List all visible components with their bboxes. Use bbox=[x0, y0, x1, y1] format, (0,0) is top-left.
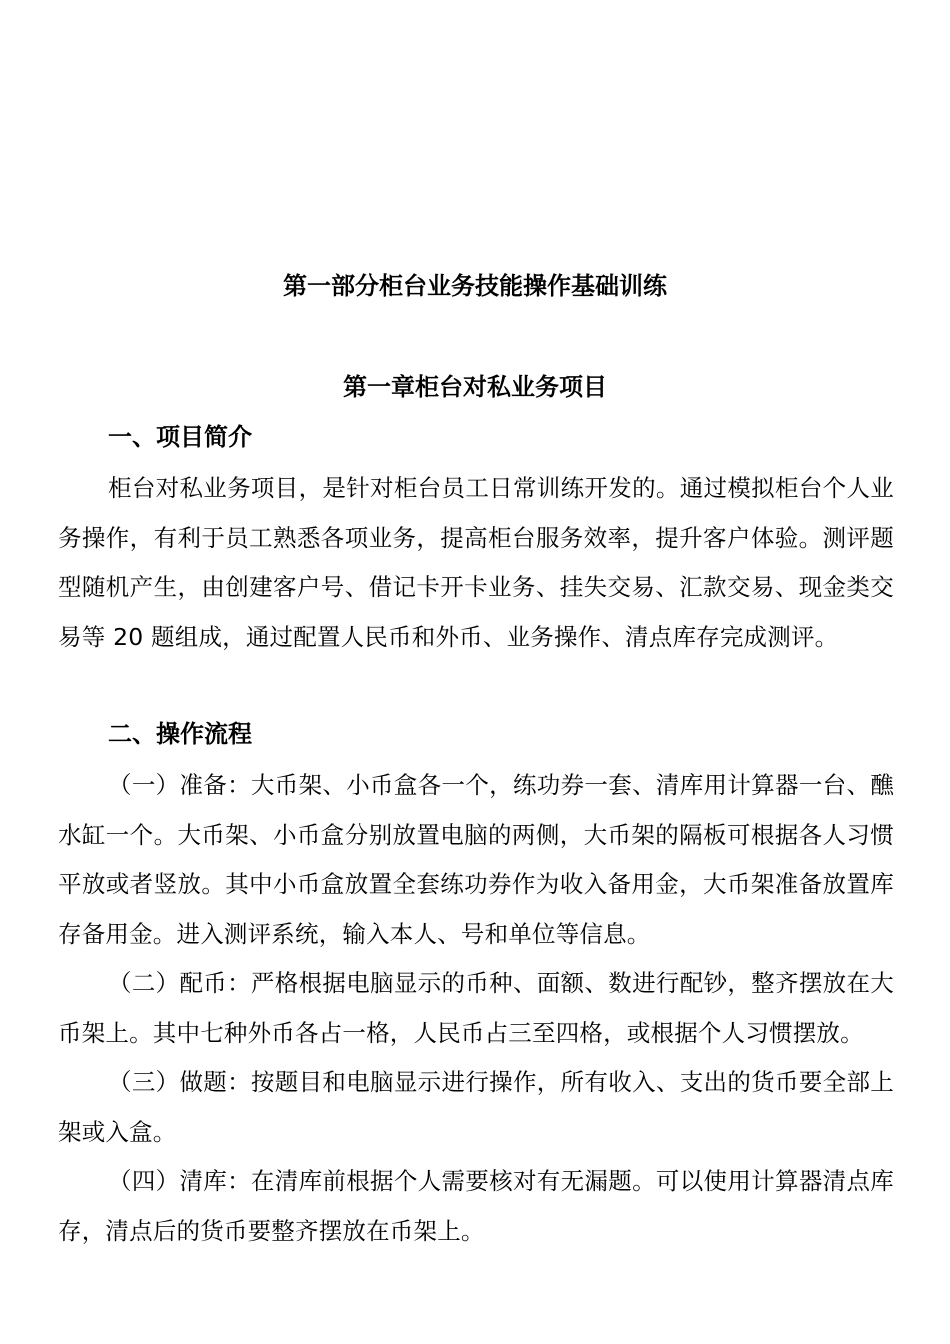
paragraph-project-intro: 柜台对私业务项目，是针对柜台员工日常训练开发的。通过模拟柜台个人业务操作，有利于员工熟悉各项业务，提高柜台服务效率，提升客户体验。测评题型随机产生，由创建客户号、借记卡开卡业务、挂失交易、汇款交易、现金类交易等 20 题组成，通过配置人民币和外币、业务操作、清点库存完成测评。 bbox=[58, 474, 894, 651]
paragraph-clear-inventory: （四）清库：在清库前根据个人需要核对有无漏题。可以使用计算器清点库存，清点后的货币要整齐摆放在币架上。 bbox=[58, 1167, 894, 1245]
section-heading-intro: 一、项目简介 bbox=[108, 423, 252, 451]
part-title: 第一部分柜台业务技能操作基础训练 bbox=[283, 272, 667, 300]
paragraph-preparation: （一）准备：大币架、小币盒各一个，练功券一套、清库用计算器一台、醮水缸一个。大币架、小币盒分别放置电脑的两侧，大币架的隔板可根据各人习惯平放或者竖放。其中小币盒放置全套练功券作为收入备用金，大币架准备放置库存备用金。进入测评系统，输入本人、号和单位等信息。 bbox=[58, 771, 894, 948]
chapter-title: 第一章柜台对私业务项目 bbox=[343, 373, 607, 401]
paragraph-currency-allocation: （二）配币：严格根据电脑显示的币种、面额、数进行配钞，整齐摆放在大币架上。其中七种外币各占一格，人民币占三至四格，或根据个人习惯摆放。 bbox=[58, 969, 894, 1047]
section-heading-process: 二、操作流程 bbox=[108, 720, 252, 748]
paragraph-answer-questions: （三）做题：按题目和电脑显示进行操作，所有收入、支出的货币要全部上架或入盒。 bbox=[58, 1068, 894, 1146]
